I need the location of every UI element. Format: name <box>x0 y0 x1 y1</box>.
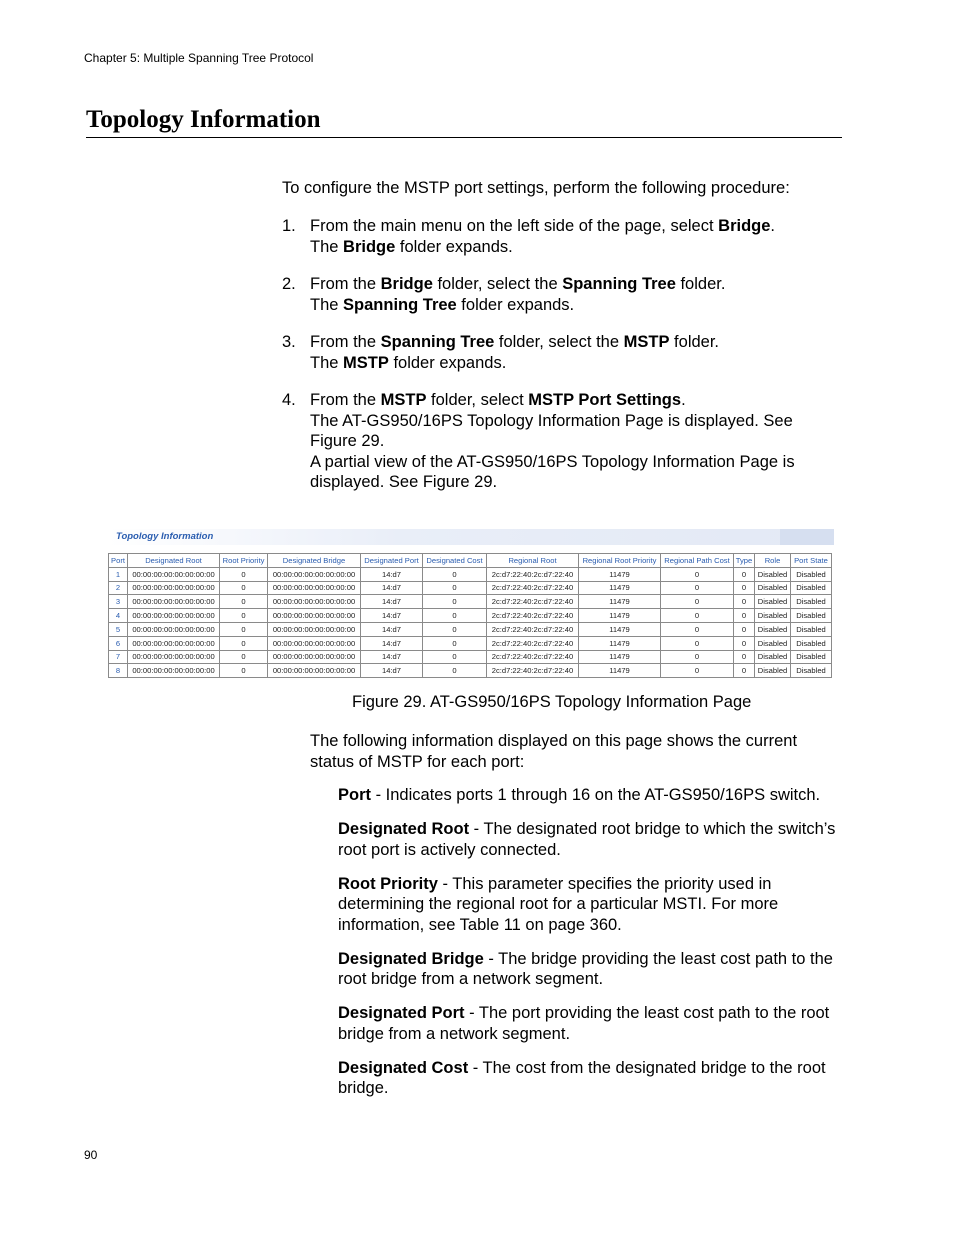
figure-topology-information <box>108 529 834 678</box>
description-intro: The following information displayed on this page shows the current status of MSTP for each port: <box>310 732 798 771</box>
column-header: Designated Cost <box>423 554 487 568</box>
table-row <box>109 650 832 664</box>
menu-term: Spanning Tree <box>562 275 676 293</box>
column-header: Designated Bridge <box>268 554 361 568</box>
table-header-row <box>109 554 832 568</box>
table-cell: Disabled <box>791 636 832 650</box>
table-cell: 11479 <box>579 636 661 650</box>
port-link[interactable]: 4 <box>109 609 128 623</box>
step-text: folder, select the <box>494 333 624 351</box>
table-cell: 14:d7 <box>361 650 423 664</box>
table-cell: 0 <box>423 609 487 623</box>
field-definitions <box>338 785 848 1112</box>
step-number: 4. <box>282 391 296 409</box>
table-cell: 14:d7 <box>361 567 423 581</box>
table-cell: 0 <box>661 664 734 678</box>
menu-term: Spanning Tree <box>343 295 457 314</box>
table-cell: 2c:d7:22:40:2c:d7:22:40 <box>487 664 579 678</box>
table-cell: 0 <box>734 664 755 678</box>
running-head: Chapter 5: Multiple Spanning Tree Protocol <box>84 51 314 65</box>
figure-header-box <box>780 529 834 545</box>
table-cell: 00:00:00:00:00:00:00:00 <box>268 664 361 678</box>
definition-text: - The port providing the least cost path to the root bridge from a network segment. <box>338 1004 830 1043</box>
definition-term: Designated Cost <box>338 1058 469 1077</box>
definition-term: Root Priority <box>338 874 438 893</box>
intro-paragraph: To configure the MSTP port settings, perform the following procedure: <box>282 179 790 197</box>
table-cell: Disabled <box>791 567 832 581</box>
definition-text: - This parameter specifies the priority used in determining the regional root for a particular MSTI. For more information, see Table 11 on page 360. <box>338 874 779 934</box>
definition-item <box>338 1058 848 1099</box>
column-header: Regional Root Priority <box>579 554 661 568</box>
table-cell: Disabled <box>755 622 791 636</box>
table-cell: 0 <box>423 622 487 636</box>
menu-term: MSTP <box>343 353 389 372</box>
table-cell: Disabled <box>755 636 791 650</box>
table-cell: 0 <box>423 595 487 609</box>
table-cell: Disabled <box>791 650 832 664</box>
table-cell: 0 <box>423 581 487 595</box>
table-cell: Disabled <box>755 609 791 623</box>
section-title: Topology Information <box>86 106 842 138</box>
table-cell: 2c:d7:22:40:2c:d7:22:40 <box>487 636 579 650</box>
step-line <box>310 332 842 353</box>
table-cell: Disabled <box>755 567 791 581</box>
table-cell: Disabled <box>755 595 791 609</box>
step-text: . <box>681 391 686 409</box>
column-header: Root Priority <box>220 554 268 568</box>
step-line <box>310 390 842 411</box>
table-cell: Disabled <box>791 595 832 609</box>
port-link[interactable]: 5 <box>109 622 128 636</box>
column-header: Port <box>109 554 128 568</box>
definition-item <box>338 1003 848 1044</box>
table-cell: 00:00:00:00:00:00:00:00 <box>268 567 361 581</box>
definition-text: - Indicates ports 1 through 16 on the AT-GS950/16PS switch. <box>371 786 821 804</box>
table-cell: Disabled <box>755 664 791 678</box>
table-cell: 00:00:00:00:00:00:00:00 <box>128 664 220 678</box>
table-body <box>109 567 832 677</box>
table-cell: 0 <box>734 595 755 609</box>
table-cell: 00:00:00:00:00:00:00:00 <box>128 567 220 581</box>
table-cell: 14:d7 <box>361 636 423 650</box>
step-text: The <box>310 295 344 314</box>
port-link[interactable]: 8 <box>109 664 128 678</box>
table-cell: 0 <box>661 636 734 650</box>
step-text: . <box>770 217 776 235</box>
table-cell: 0 <box>423 636 487 650</box>
table-cell: 0 <box>220 567 268 581</box>
menu-term: Spanning Tree <box>380 333 495 351</box>
step-number: 2. <box>282 275 296 293</box>
table-cell: 2c:d7:22:40:2c:d7:22:40 <box>487 567 579 581</box>
table-cell: 2c:d7:22:40:2c:d7:22:40 <box>487 609 579 623</box>
table-cell: 0 <box>661 567 734 581</box>
definition-item <box>338 819 848 860</box>
definition-text: - The bridge providing the least cost path to the root bridge from a network segment. <box>338 949 833 988</box>
table-cell: 00:00:00:00:00:00:00:00 <box>128 650 220 664</box>
step-text: folder. <box>669 333 720 351</box>
menu-term: MSTP <box>380 391 427 409</box>
figure-header-bar <box>108 529 834 545</box>
table-cell: 0 <box>734 622 755 636</box>
table-cell: 00:00:00:00:00:00:00:00 <box>268 609 361 623</box>
table-cell: 11479 <box>579 622 661 636</box>
table-cell: 00:00:00:00:00:00:00:00 <box>268 581 361 595</box>
table-cell: 0 <box>734 636 755 650</box>
step-text: folder expands. <box>388 353 507 372</box>
port-link[interactable]: 7 <box>109 650 128 664</box>
table-cell: 00:00:00:00:00:00:00:00 <box>128 636 220 650</box>
step-text: folder. <box>675 275 726 293</box>
step-text: folder expands. <box>395 237 513 256</box>
table-cell: 0 <box>220 595 268 609</box>
table-cell: 00:00:00:00:00:00:00:00 <box>128 581 220 595</box>
step-number: 1. <box>282 217 296 235</box>
definition-item <box>338 949 848 990</box>
table-cell: 0 <box>220 581 268 595</box>
step-line <box>310 295 842 316</box>
table-cell: 0 <box>220 609 268 623</box>
table-cell: 11479 <box>579 595 661 609</box>
topology-table <box>108 553 832 678</box>
table-row <box>109 664 832 678</box>
table-cell: 0 <box>661 650 734 664</box>
table-cell: 00:00:00:00:00:00:00:00 <box>268 636 361 650</box>
table-cell: 2c:d7:22:40:2c:d7:22:40 <box>487 622 579 636</box>
table-cell: 0 <box>661 595 734 609</box>
table-cell: 14:d7 <box>361 595 423 609</box>
table-cell: 14:d7 <box>361 664 423 678</box>
table-cell: 0 <box>661 622 734 636</box>
menu-term: MSTP <box>623 333 670 351</box>
table-cell: 00:00:00:00:00:00:00:00 <box>128 609 220 623</box>
step-line <box>310 216 842 237</box>
table-cell: 00:00:00:00:00:00:00:00 <box>128 595 220 609</box>
menu-term: Bridge <box>380 275 433 293</box>
table-cell: 00:00:00:00:00:00:00:00 <box>128 622 220 636</box>
step-text: The AT-GS950/16PS Topology Information Page is displayed. See Figure 29. <box>310 411 793 450</box>
definition-item <box>338 874 848 936</box>
figure-page-title: Topology Information <box>116 531 214 542</box>
menu-term: Bridge <box>718 217 771 235</box>
step-body <box>310 216 842 257</box>
table-cell: 0 <box>220 664 268 678</box>
port-link[interactable]: 6 <box>109 636 128 650</box>
menu-term: Bridge <box>343 237 396 256</box>
step-text: folder expands. <box>456 295 575 314</box>
step-body <box>310 390 842 493</box>
column-header: Regional Root <box>487 554 579 568</box>
definition-text: - The cost from the designated bridge to the root bridge. <box>338 1058 826 1097</box>
table-cell: Disabled <box>791 622 832 636</box>
table-cell: 14:d7 <box>361 609 423 623</box>
table-cell: 0 <box>661 581 734 595</box>
step-line <box>310 237 842 258</box>
table-cell: 11479 <box>579 650 661 664</box>
table-cell: 0 <box>220 650 268 664</box>
definition-term: Designated Port <box>338 1004 465 1022</box>
column-header: Designated Root <box>128 554 220 568</box>
port-link[interactable]: 2 <box>109 581 128 595</box>
table-cell: Disabled <box>791 581 832 595</box>
table-cell: 0 <box>220 636 268 650</box>
procedure-step <box>282 332 842 373</box>
figure-caption: Figure 29. AT-GS950/16PS Topology Information Page <box>352 693 752 711</box>
table-cell: 14:d7 <box>361 622 423 636</box>
step-text: The <box>310 237 344 256</box>
step-text: folder, select <box>426 391 529 409</box>
procedure-step <box>282 390 842 493</box>
table-row <box>109 636 832 650</box>
table-cell: Disabled <box>791 609 832 623</box>
definition-text: - The designated root bridge to which the switch’s root port is actively connected. <box>338 820 836 859</box>
table-cell: 0 <box>734 581 755 595</box>
definition-term: Designated Root <box>338 820 470 838</box>
column-header: Designated Port <box>361 554 423 568</box>
definition-item <box>338 785 848 806</box>
step-line <box>310 452 842 493</box>
page-number: 90 <box>84 1148 98 1162</box>
step-line <box>310 274 842 295</box>
table-cell: 00:00:00:00:00:00:00:00 <box>268 650 361 664</box>
table-cell: 0 <box>423 664 487 678</box>
column-header: Regional Path Cost <box>661 554 734 568</box>
table-row <box>109 567 832 581</box>
table-cell: 0 <box>423 567 487 581</box>
table-cell: Disabled <box>791 664 832 678</box>
table-cell: Disabled <box>755 650 791 664</box>
definition-term: Port <box>338 786 371 804</box>
table-cell: 2c:d7:22:40:2c:d7:22:40 <box>487 595 579 609</box>
table-row <box>109 609 832 623</box>
definition-term: Designated Bridge <box>338 949 484 968</box>
step-body <box>310 274 842 315</box>
table-cell: 0 <box>220 622 268 636</box>
table-cell: 0 <box>734 650 755 664</box>
procedure-steps <box>282 216 842 510</box>
table-cell: 00:00:00:00:00:00:00:00 <box>268 622 361 636</box>
port-link[interactable]: 1 <box>109 567 128 581</box>
table-cell: 11479 <box>579 664 661 678</box>
table-cell: 0 <box>661 609 734 623</box>
table-cell: 11479 <box>579 567 661 581</box>
step-text: From the main menu on the left side of the page, select <box>310 217 719 235</box>
step-text: From the <box>310 333 381 351</box>
step-text: From the <box>310 391 381 409</box>
table-cell: 0 <box>734 609 755 623</box>
step-text: A partial view of the AT-GS950/16PS Topology Information Page is displayed. See Figure 29. <box>310 452 795 491</box>
procedure-step <box>282 216 842 257</box>
table-cell: Disabled <box>755 581 791 595</box>
step-line <box>310 353 842 374</box>
table-cell: 14:d7 <box>361 581 423 595</box>
table-cell: 2c:d7:22:40:2c:d7:22:40 <box>487 581 579 595</box>
table-cell: 11479 <box>579 609 661 623</box>
table-cell: 2c:d7:22:40:2c:d7:22:40 <box>487 650 579 664</box>
table-cell: 0 <box>734 567 755 581</box>
column-header: Port State <box>791 554 832 568</box>
table-row <box>109 622 832 636</box>
step-text: folder, select the <box>432 275 563 293</box>
table-row <box>109 581 832 595</box>
step-line <box>310 411 842 452</box>
table-cell: 00:00:00:00:00:00:00:00 <box>268 595 361 609</box>
column-header: Type <box>734 554 755 568</box>
step-text: From the <box>310 275 381 293</box>
table-row <box>109 595 832 609</box>
step-body <box>310 332 842 373</box>
table-cell: 11479 <box>579 581 661 595</box>
menu-term: MSTP Port Settings <box>528 391 682 409</box>
column-header: Role <box>755 554 791 568</box>
port-link[interactable]: 3 <box>109 595 128 609</box>
step-number: 3. <box>282 333 296 351</box>
procedure-step <box>282 274 842 315</box>
table-cell: 0 <box>423 650 487 664</box>
step-text: The <box>310 353 344 372</box>
